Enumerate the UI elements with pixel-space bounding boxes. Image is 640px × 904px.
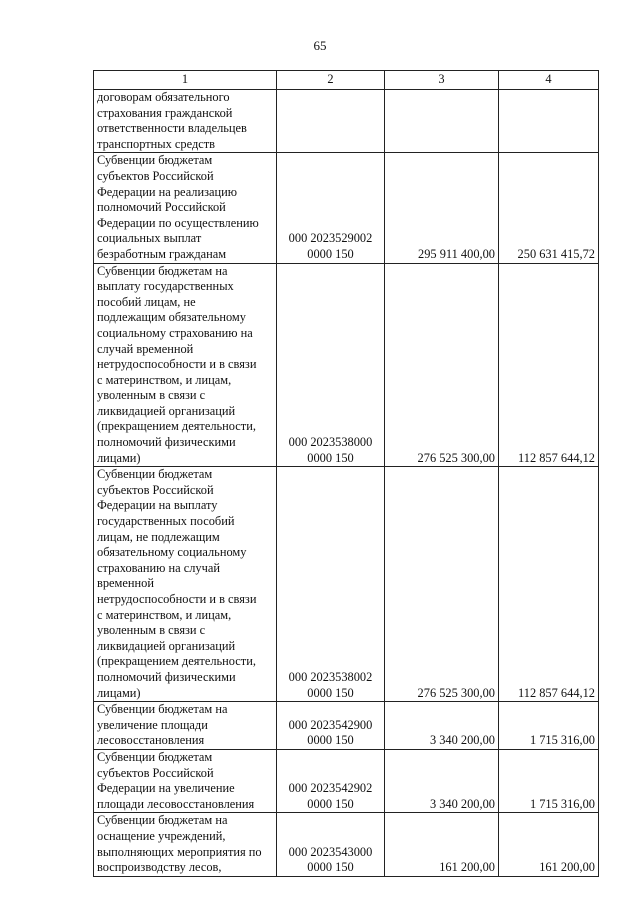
- row-description-cell: [94, 813, 277, 876]
- row-planned: 3 340 200,00: [385, 749, 499, 812]
- row-executed: 112 857 644,12: [499, 263, 599, 467]
- row-planned: 3 340 200,00: [385, 702, 499, 750]
- row-planned: 276 525 300,00: [385, 263, 499, 467]
- row-code: 000 2023543000 0000 150: [288, 844, 373, 875]
- table-row: [94, 702, 599, 750]
- row-description: Субвенции бюджетам на выплату государственных пособий лицам, не подлежащим обязательному социальному страхованию на случай временной нетрудоспособности и в связи с материнством, и лицам, уволенным в связи с ликвидацией организаций (прекращением деятельности, полномочий физическими лицами): [97, 263, 257, 465]
- row-planned: 161 200,00: [385, 813, 499, 876]
- table-row: [94, 749, 599, 812]
- row-planned: 295 911 400,00: [385, 153, 499, 263]
- row-description-cell: [94, 153, 277, 263]
- column-header-4: 4: [499, 71, 599, 90]
- row-description: Субвенции бюджетам субъектов Российской Федерации на выплату государственных пособий лицам, не подлежащим обязательному социальному страхованию на случай временной нетрудоспособности и в связи с материнством, и лицам, уволенным в связи с ликвидацией организаций (прекращением деятельности, полномочий физическими лицами): [97, 467, 257, 700]
- row-planned: 276 525 300,00: [385, 467, 499, 702]
- table-row: [94, 263, 599, 467]
- budget-table: [93, 70, 599, 877]
- row-code-cell: [277, 153, 385, 263]
- row-code-cell: [277, 263, 385, 467]
- row-description: Субвенции бюджетам субъектов Российской Федерации на увеличение площади лесовосстановления: [97, 749, 255, 811]
- row-code-cell: [277, 467, 385, 702]
- row-code-cell: [277, 90, 385, 153]
- row-code-cell: [277, 702, 385, 750]
- row-description-cell: [94, 90, 277, 153]
- table-row: [94, 467, 599, 702]
- page-number: 65: [313, 38, 327, 53]
- row-code: 000 2023542900 0000 150: [288, 717, 373, 748]
- column-header-1: 1: [94, 71, 277, 90]
- row-executed: 112 857 644,12: [499, 467, 599, 702]
- row-description-cell: [94, 749, 277, 812]
- table-header-row: [94, 71, 599, 90]
- row-executed: 1 715 316,00: [499, 749, 599, 812]
- column-header-2: 2: [277, 71, 385, 90]
- row-code-cell: [277, 813, 385, 876]
- row-description-cell: [94, 263, 277, 467]
- row-code: 000 2023529002 0000 150: [288, 231, 373, 261]
- row-description-cell: [94, 467, 277, 702]
- row-description-cell: [94, 702, 277, 750]
- row-code-cell: [277, 749, 385, 812]
- row-description: Субвенции бюджетам субъектов Российской Федерации на реализацию полномочий Российской Федерации по осуществлению социальных выплат безработным гражданам: [97, 153, 259, 261]
- column-header-3: 3: [385, 71, 499, 90]
- row-code: 000 2023542902 0000 150: [288, 781, 373, 811]
- row-code: 000 2023538000 0000 150: [288, 435, 373, 465]
- row-planned: [385, 90, 499, 153]
- table-row: [94, 813, 599, 876]
- row-executed: 250 631 415,72: [499, 153, 599, 263]
- row-executed: [499, 90, 599, 153]
- row-description: договорам обязательного страхования гражданской ответственности владельцев транспортных средств: [97, 90, 247, 151]
- row-code: 000 2023538002 0000 150: [288, 669, 373, 700]
- row-executed: 1 715 316,00: [499, 702, 599, 750]
- table-row: [94, 90, 599, 153]
- row-executed: 161 200,00: [499, 813, 599, 876]
- row-description: Субвенции бюджетам на оснащение учреждений, выполняющих мероприятия по воспроизводству лесов,: [97, 813, 262, 875]
- row-description: Субвенции бюджетам на увеличение площади лесовосстановления: [97, 702, 228, 748]
- table-row: [94, 153, 599, 263]
